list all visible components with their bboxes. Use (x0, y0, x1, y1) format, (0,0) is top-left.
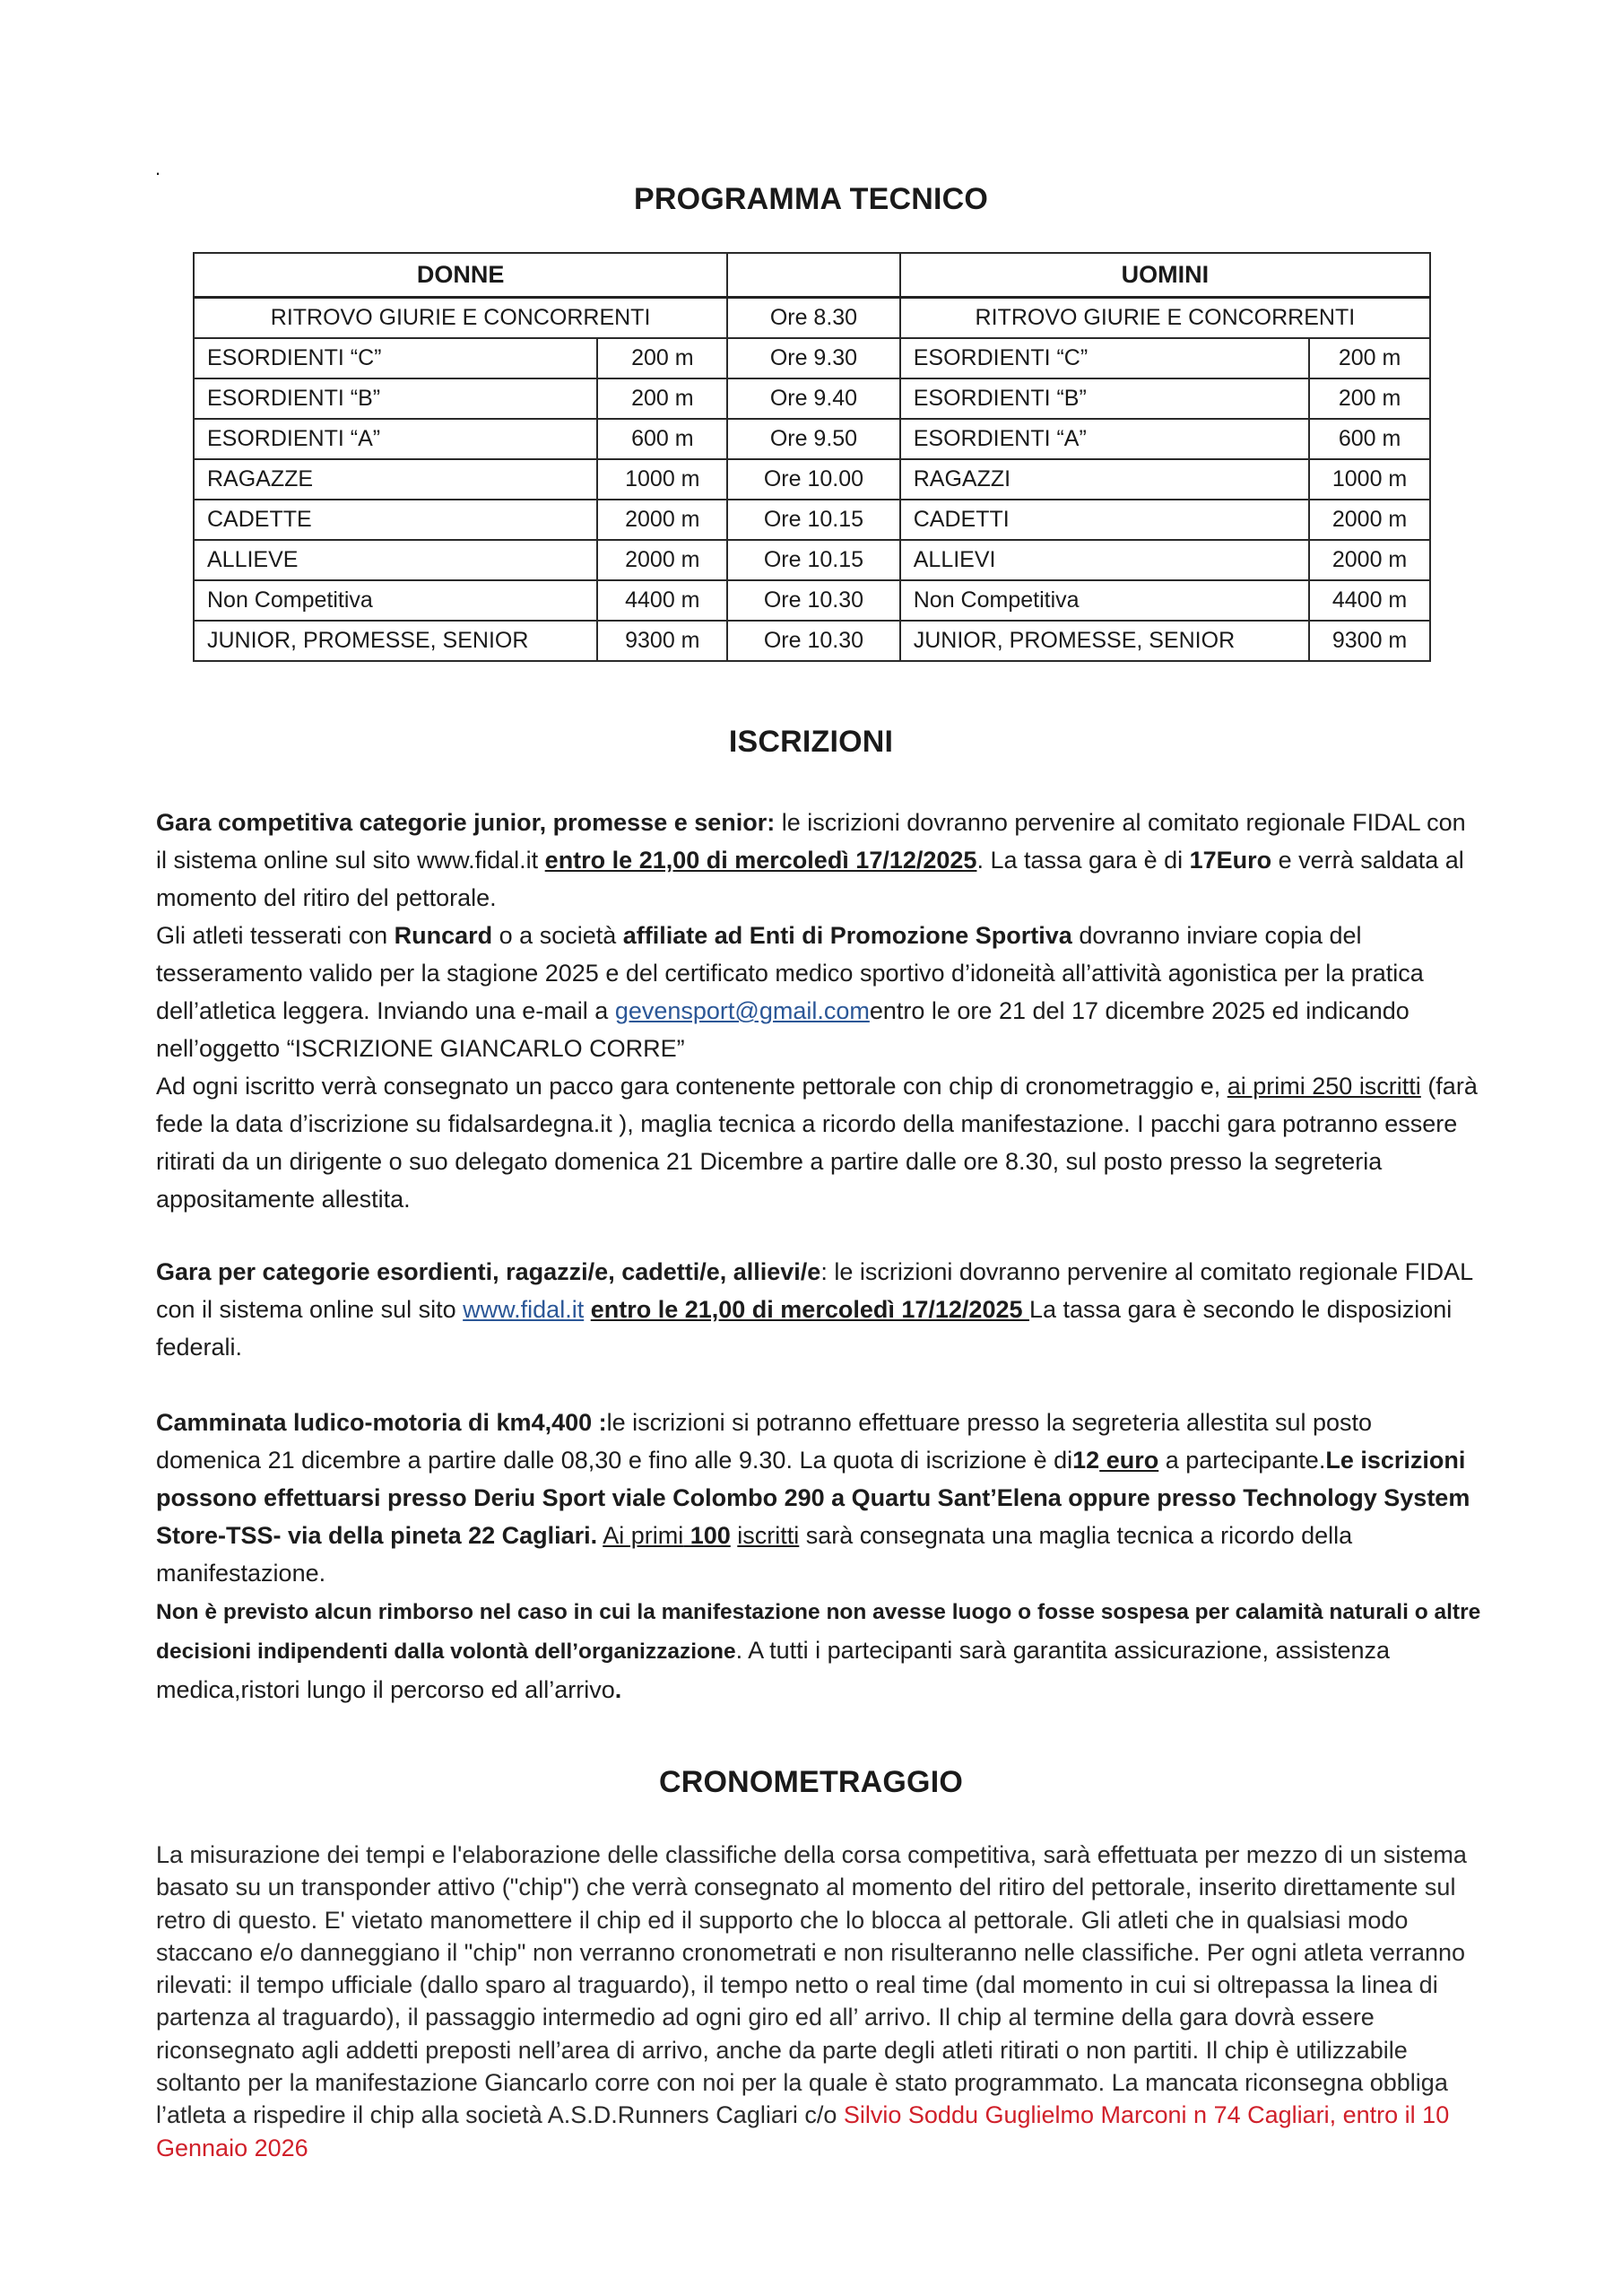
header-uomini: UOMINI (900, 253, 1430, 298)
cronometraggio-body: La misurazione dei tempi e l'elaborazione delle classifiche della corsa competitiva, sarà effettuata per mezzo di un sistema basato su un transponder attivo ("chip") che verrà consegnato al momento del ritiro del pettorale, inserito direttamente sul retro di questo. E' vietato manomettere il chip ed il supporto che lo blocca al pettorale. Gli atleti che in qualsiasi modo staccano e/o danneggiano il "chip" non verranno cronometrati e non risulteranno nelle classifiche. Per ogni atleta verranno rilevati: il tempo ufficiale (dallo sparo al traguardo), il tempo netto o real time (dal momento in cui si oltrepassa la linea di partenza al traguardo), il passaggio intermedio ad ogni giro ed all’ arrivo. Il chip al termine della gara dovrà essere riconsegnato agli addetti preposti nell’area di arrivo, anche da parte degli atleti ritirati o non partiti. Il chip è utilizzabile soltanto per la manifestazione Giancarlo corre con noi per la quale è stato programmato. La mancata riconsegna obbliga l’atleta a rispedire il chip alla società A.S.D.Runners Cagliari c/o (156, 1841, 1467, 2129)
start-time: Ore 9.50 (727, 419, 900, 459)
iscrizioni-competitiva-paragraph (156, 804, 1483, 1218)
donne-distance: 200 m (597, 378, 727, 419)
runcard-label: Runcard (394, 922, 493, 949)
uomini-distance: 9300 m (1309, 621, 1430, 661)
uomini-category: RAGAZZI (900, 459, 1309, 500)
competitiva-text-7: entro le ore 21 del 17 dicembre 2025 ed indicando nell’oggetto “ISCRIZIONE GIANCARLO CORRE” (156, 997, 1409, 1062)
uomini-distance: 1000 m (1309, 459, 1430, 500)
start-time: Ore 10.30 (727, 621, 900, 661)
table-row (194, 500, 1430, 540)
camminata-text-2: a partecipante. (1158, 1447, 1326, 1474)
donne-distance: 9300 m (597, 621, 727, 661)
giovanili-text-3: La tassa gara è secondo le disposizioni federali. (156, 1296, 1453, 1361)
table-row (194, 459, 1430, 500)
donne-distance: 2000 m (597, 540, 727, 580)
uomini-category: ALLIEVI (900, 540, 1309, 580)
competitiva-deadline: entro le 21,00 di mercoledì 17/12/2025 (544, 847, 977, 874)
donne-distance: 2000 m (597, 500, 727, 540)
uomini-category: ESORDIENTI “C” (900, 338, 1309, 378)
ritrovo-uomini: RITROVO GIURIE E CONCORRENTI (900, 298, 1430, 339)
competitiva-text-6: dovranno inviare copia del tesseramento valido per la stagione 2025 e del certificato medico sportivo d’idoneità all’attività agonistica per la pratica dell’atletica leggera. Inviando una e-mail a (156, 922, 1424, 1024)
iscrizioni-title: ISCRIZIONI (728, 725, 894, 759)
start-time: Ore 10.15 (727, 540, 900, 580)
cronometraggio-title: CRONOMETRAGGIO (658, 1765, 963, 1799)
camminata-fee-number: 12 (1072, 1447, 1100, 1474)
uomini-distance: 200 m (1309, 378, 1430, 419)
programma-table (193, 252, 1431, 662)
uomini-category: JUNIOR, PROMESSE, SENIOR (900, 621, 1309, 661)
camminata-text-4: sarà consegnata una maglia tecnica a ricordo della manifestazione. (156, 1522, 1353, 1587)
primi-100-b: 100 (683, 1522, 731, 1549)
donne-category: RAGAZZE (194, 459, 597, 500)
donne-category: ESORDIENTI “A” (194, 419, 597, 459)
donne-distance: 1000 m (597, 459, 727, 500)
table-row (194, 338, 1430, 378)
leading-dot: . (155, 157, 161, 179)
uomini-distance: 200 m (1309, 338, 1430, 378)
donne-distance: 200 m (597, 338, 727, 378)
table-row (194, 378, 1430, 419)
primi-100-a: Ai primi (603, 1522, 684, 1549)
table-header-row (194, 253, 1430, 298)
donne-category: ESORDIENTI “B” (194, 378, 597, 419)
uomini-distance: 2000 m (1309, 500, 1430, 540)
competitiva-text-5: o a società (492, 922, 623, 949)
ritrovo-row (194, 298, 1430, 339)
donne-distance: 4400 m (597, 580, 727, 621)
uomini-distance: 4400 m (1309, 580, 1430, 621)
programma-tecnico-title: PROGRAMMA TECNICO (633, 182, 988, 216)
ritrovo-ora: Ore 8.30 (727, 298, 900, 339)
header-middle (727, 253, 900, 298)
uomini-category: ESORDIENTI “B” (900, 378, 1309, 419)
cronometraggio-paragraph (156, 1839, 1483, 2164)
ritrovo-donne: RITROVO GIURIE E CONCORRENTI (194, 298, 727, 339)
start-time: Ore 9.40 (727, 378, 900, 419)
donne-distance: 600 m (597, 419, 727, 459)
donne-category: Non Competitiva (194, 580, 597, 621)
table-row (194, 419, 1430, 459)
camminata-text-1: le iscrizioni si potranno effettuare presso la segreteria allestita sul posto domenica 21 dicembre a partire dalle 08,30 e fino alle 9.30. La quota di iscrizione è di (156, 1409, 1373, 1474)
start-time: Ore 10.30 (727, 580, 900, 621)
donne-category: JUNIOR, PROMESSE, SENIOR (194, 621, 597, 661)
return-address: Silvio Soddu Guglielmo Marconi n 74 Cagliari, entro il 10 Gennaio 2026 (156, 2101, 1450, 2161)
uomini-category: Non Competitiva (900, 580, 1309, 621)
giovanili-spacer (584, 1296, 591, 1323)
uomini-distance: 2000 m (1309, 540, 1430, 580)
camminata-shops: Le iscrizioni possono effettuarsi presso Deriu Sport viale Colombo 290 a Quartu Sant’Elena oppure presso Technology System Store-TSS- via della pineta 22 Cagliari. (156, 1447, 1470, 1549)
camminata-paragraph (156, 1404, 1483, 1709)
table-row (194, 580, 1430, 621)
giovanili-lead: Gara per categorie esordienti, ragazzi/e, cadetti/e, allievi/e (156, 1258, 821, 1285)
competitiva-text-2: . La tassa gara è di (976, 847, 1190, 874)
rimborso-notice: Non è previsto alcun rimborso nel caso in cui la manifestazione non avesse luogo o fosse sospesa per calamità naturali o altre decisioni indipendenti dalla volontà dell’organizzazione (156, 1600, 1481, 1664)
start-time: Ore 10.00 (727, 459, 900, 500)
competitiva-text-9: (farà fede la data d’iscrizione su fidalsardegna.it ), maglia tecnica a ricordo della manifestazione. I pacchi gara potranno essere ritirati da un dirigente o suo delegato domenica 21 Dicembre a partire dalle ore 8.30, sul posto presso la segreteria appositamente allestita. (156, 1073, 1478, 1213)
header-donne: DONNE (194, 253, 727, 298)
primi-100-c: iscritti (737, 1522, 800, 1549)
primi-250-iscritti: ai primi 250 iscritti (1227, 1073, 1421, 1100)
camminata-fee-unit: euro (1099, 1447, 1159, 1474)
uomini-category: ESORDIENTI “A” (900, 419, 1309, 459)
fidal-link[interactable]: www.fidal.it (463, 1296, 585, 1323)
competitiva-text-4: Gli atleti tesserati con (156, 922, 395, 949)
competitiva-text-1: le iscrizioni dovranno pervenire al comitato regionale FIDAL con il sistema online sul sito www.fidal.it (156, 809, 1466, 874)
camminata-lead: Camminata ludico-motoria di km4,400 : (156, 1409, 607, 1436)
donne-category: ALLIEVE (194, 540, 597, 580)
competitiva-text-8: Ad ogni iscritto verrà consegnato un pacco gara contenente pettorale con chip di cronometraggio e, (156, 1073, 1227, 1100)
competitiva-lead: Gara competitiva categorie junior, promesse e senior: (156, 809, 776, 836)
donne-category: ESORDIENTI “C” (194, 338, 597, 378)
donne-category: CADETTE (194, 500, 597, 540)
uomini-category: CADETTI (900, 500, 1309, 540)
email-link[interactable]: gevensport@gmail.com (614, 997, 870, 1024)
eps-label: affiliate ad Enti di Promozione Sportiva (622, 922, 1072, 949)
competitiva-text-3: e verrà saldata al momento del ritiro del pettorale. (156, 847, 1464, 911)
iscrizioni-giovanili-paragraph (156, 1253, 1483, 1366)
table-row (194, 621, 1430, 661)
start-time: Ore 9.30 (727, 338, 900, 378)
camminata-text-5: . A tutti i partecipanti sarà garantita assicurazione, assistenza medica,ristori lungo il percorso ed all’arrivo (156, 1637, 1391, 1703)
start-time: Ore 10.15 (727, 500, 900, 540)
uomini-distance: 600 m (1309, 419, 1430, 459)
camminata-end-period: . (614, 1676, 622, 1703)
table-row (194, 540, 1430, 580)
competitiva-fee: 17Euro (1189, 847, 1272, 874)
giovanili-text-1: : le iscrizioni dovranno pervenire al comitato regionale FIDAL con il sistema online sul sito (156, 1258, 1473, 1323)
giovanili-deadline: entro le 21,00 di mercoledì 17/12/2025 (590, 1296, 1029, 1323)
